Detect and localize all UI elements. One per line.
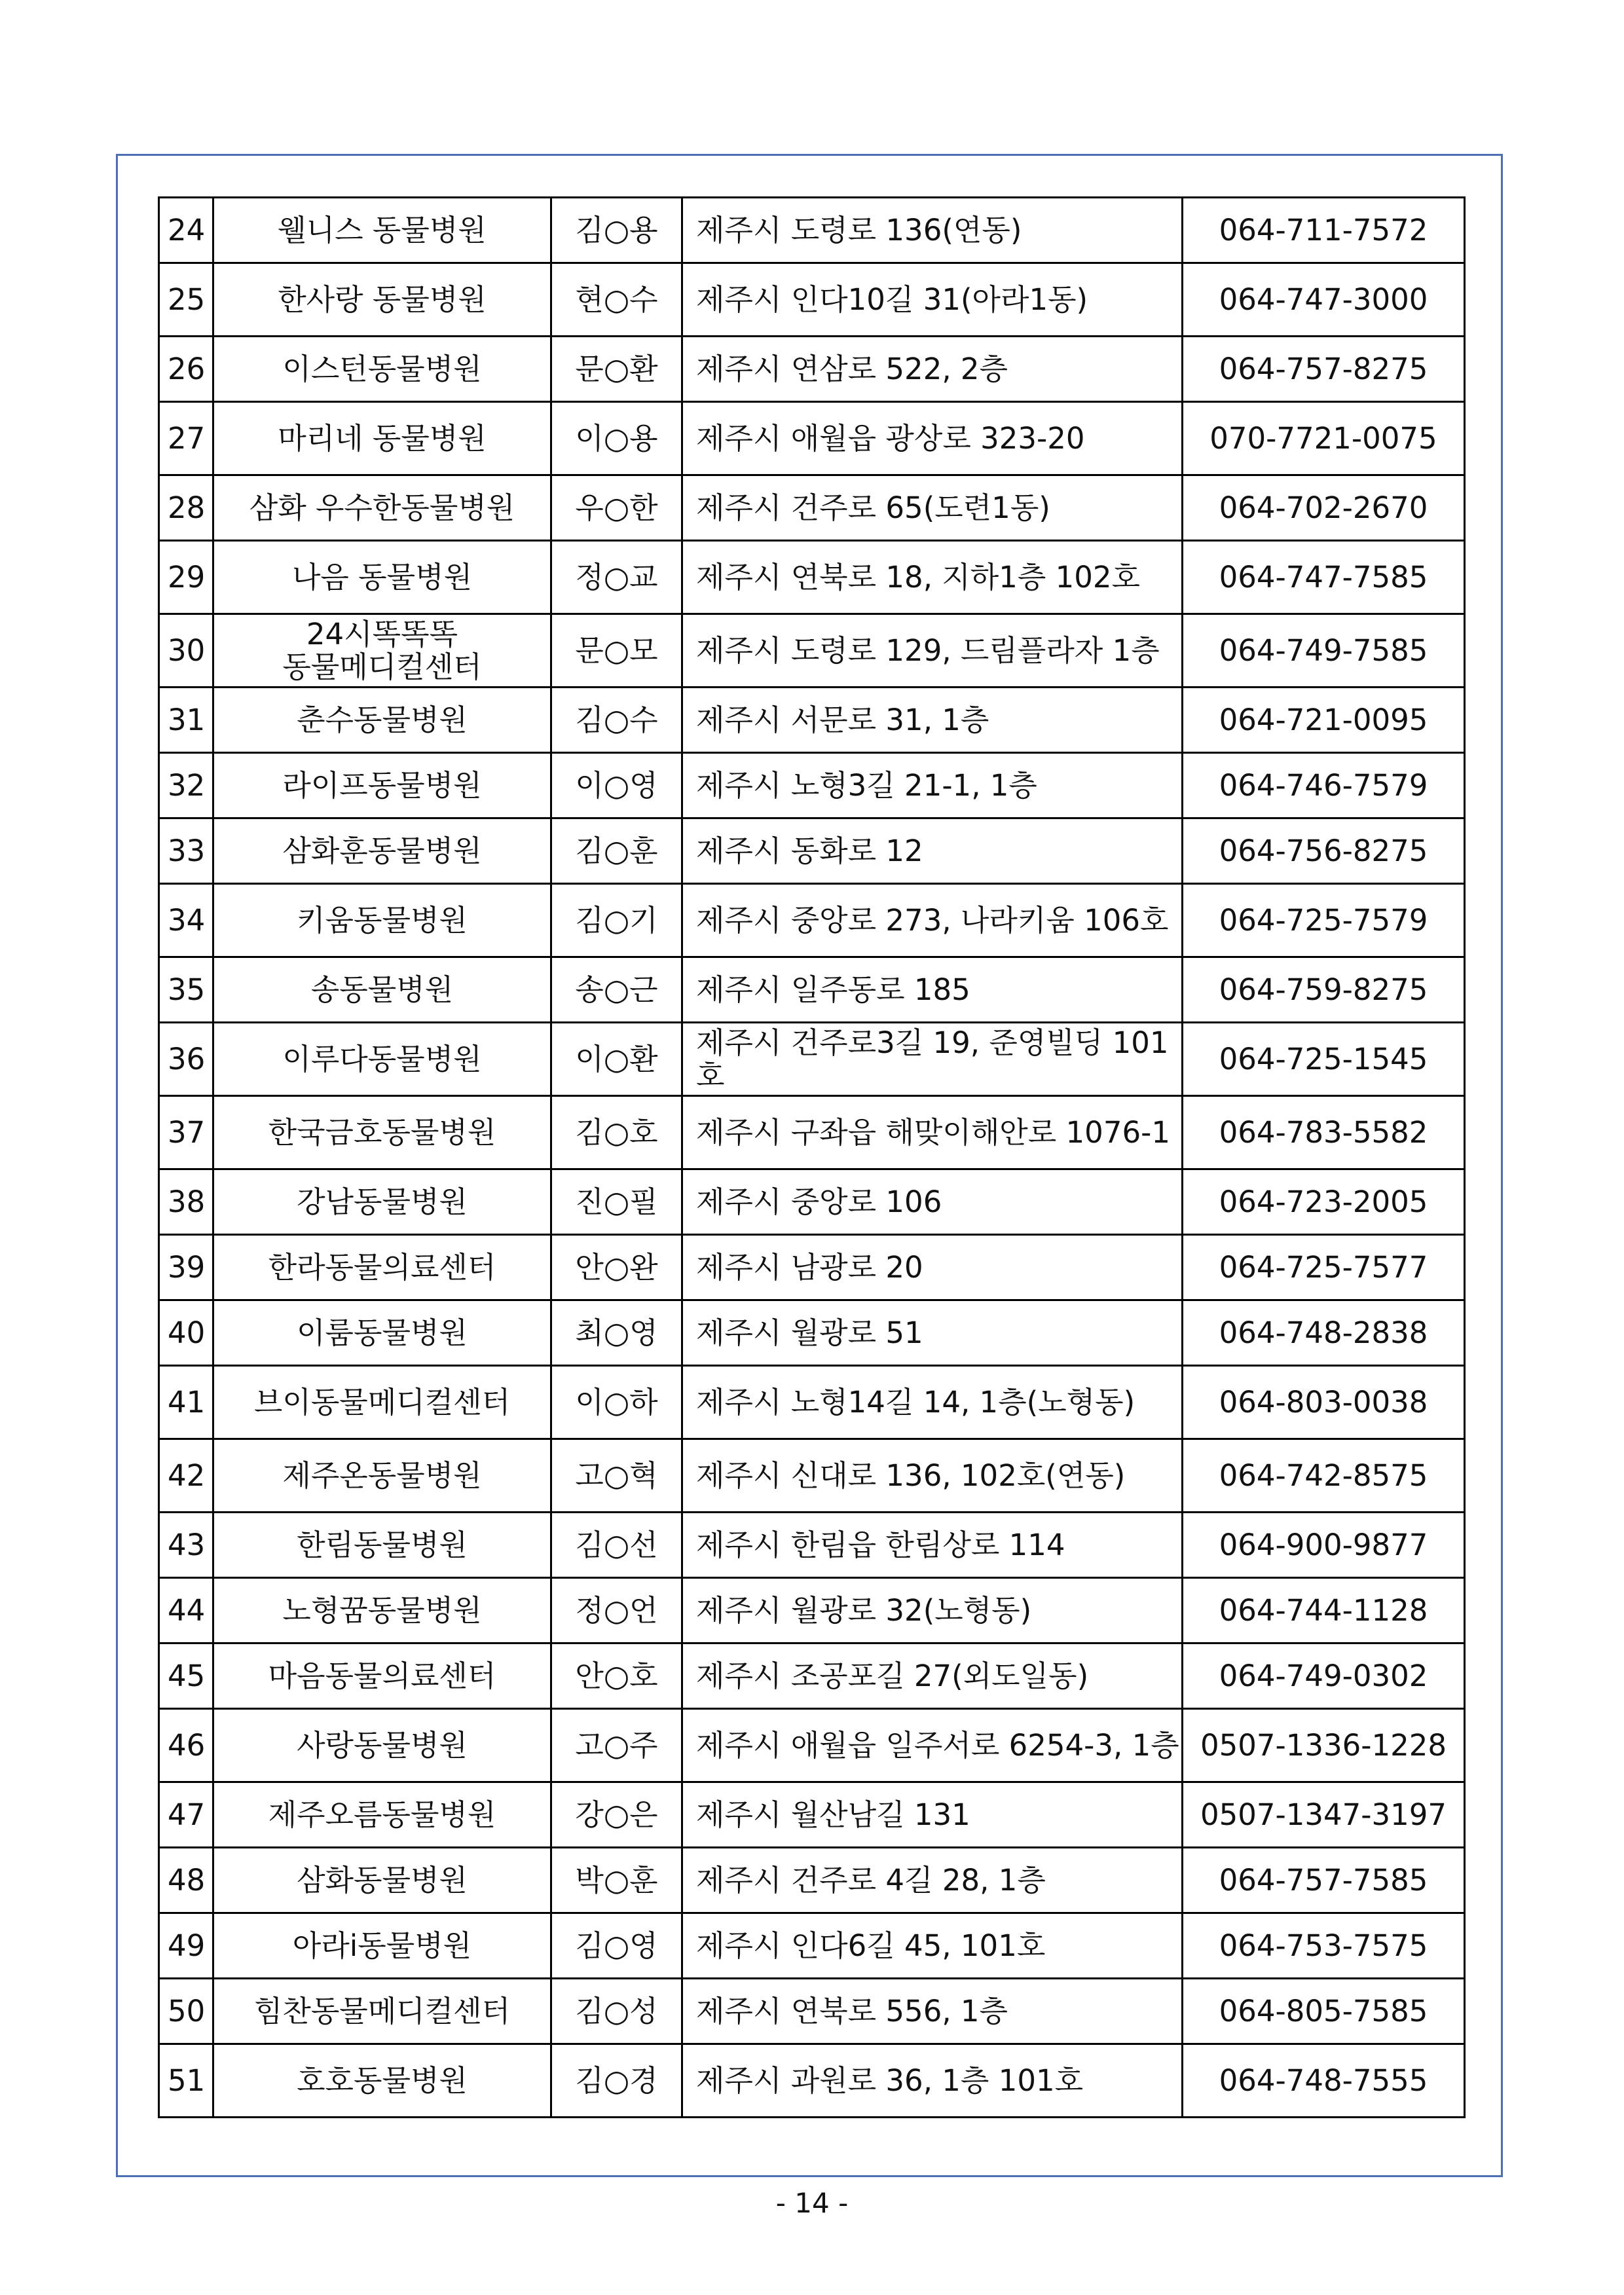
address: 제주시 노형14길 14, 1층(노형동) xyxy=(682,1366,1183,1439)
hospital-name xyxy=(213,688,551,753)
row-number: 24 xyxy=(159,198,213,263)
hospital-name xyxy=(213,818,551,884)
table-row xyxy=(159,337,1465,402)
address: 제주시 구좌읍 해맞이해안로 1076-1 xyxy=(682,1096,1183,1169)
address: 제주시 남광로 20 xyxy=(682,1235,1183,1300)
hospital-name-line: 한국금호동물병원 xyxy=(268,1114,496,1150)
hospital-name-line: 이스턴동물병원 xyxy=(282,351,482,386)
table-row xyxy=(159,1300,1465,1366)
row-number: 40 xyxy=(159,1300,213,1366)
address: 제주시 서문로 31, 1층 xyxy=(682,688,1183,753)
row-number: 44 xyxy=(159,1578,213,1643)
hospital-name xyxy=(213,1848,551,1913)
hospital-name-line: 춘수동물병원 xyxy=(297,702,468,737)
representative: 현○수 xyxy=(551,263,682,337)
representative: 최○영 xyxy=(551,1300,682,1366)
row-number: 33 xyxy=(159,818,213,884)
address: 제주시 노형3길 21-1, 1층 xyxy=(682,753,1183,818)
address: 제주시 연삼로 522, 2층 xyxy=(682,337,1183,402)
hospital-name-line: 노형꿈동물병원 xyxy=(282,1592,482,1628)
address: 제주시 건주로 4길 28, 1층 xyxy=(682,1848,1183,1913)
table-row xyxy=(159,957,1465,1023)
phone-number: 064-783-5582 xyxy=(1183,1096,1465,1169)
hospital-name xyxy=(213,541,551,614)
representative: 고○주 xyxy=(551,1709,682,1782)
representative: 이○영 xyxy=(551,753,682,818)
table-row xyxy=(159,1709,1465,1782)
representative: 고○혁 xyxy=(551,1439,682,1513)
hospital-name-line: 라이프동물병원 xyxy=(282,767,482,803)
table-row xyxy=(159,614,1465,688)
table-row xyxy=(159,402,1465,475)
row-number: 35 xyxy=(159,957,213,1023)
representative: 문○환 xyxy=(551,337,682,402)
hospital-name-line: 강남동물병원 xyxy=(297,1184,468,1219)
hospital-name xyxy=(213,1096,551,1169)
hospital-name-line: 24시똑똑똑 xyxy=(306,616,458,652)
address: 제주시 일주동로 185 xyxy=(682,957,1183,1023)
row-number: 46 xyxy=(159,1709,213,1782)
address: 제주시 애월읍 광상로 323-20 xyxy=(682,402,1183,475)
phone-number: 064-746-7579 xyxy=(1183,753,1465,818)
representative: 김○수 xyxy=(551,688,682,753)
row-number: 39 xyxy=(159,1235,213,1300)
representative: 김○훈 xyxy=(551,818,682,884)
hospital-name xyxy=(213,1023,551,1096)
representative: 김○호 xyxy=(551,1096,682,1169)
hospital-name-line: 제주온동물병원 xyxy=(282,1458,482,1493)
table-row xyxy=(159,1235,1465,1300)
address: 제주시 월산남길 131 xyxy=(682,1782,1183,1848)
hospital-name xyxy=(213,1300,551,1366)
row-number: 49 xyxy=(159,1913,213,1979)
hospital-name-line: 마음동물의료센터 xyxy=(268,1658,496,1693)
address: 제주시 건주로3길 19, 준영빌딩 101호 xyxy=(682,1023,1183,1096)
row-number: 27 xyxy=(159,402,213,475)
phone-number: 070-7721-0075 xyxy=(1183,402,1465,475)
hospital-name xyxy=(213,337,551,402)
phone-number: 064-721-0095 xyxy=(1183,688,1465,753)
hospital-name-line: 나음 동물병원 xyxy=(291,559,473,595)
representative: 진○필 xyxy=(551,1169,682,1235)
phone-number: 064-725-7579 xyxy=(1183,884,1465,957)
representative: 이○환 xyxy=(551,1023,682,1096)
hospital-name-line: 이룸동물병원 xyxy=(297,1315,468,1350)
hospital-name xyxy=(213,1643,551,1709)
hospital-name-line: 한사랑 동물병원 xyxy=(278,282,487,317)
row-number: 38 xyxy=(159,1169,213,1235)
representative: 이○하 xyxy=(551,1366,682,1439)
hospital-name xyxy=(213,1235,551,1300)
table-row xyxy=(159,1643,1465,1709)
phone-number: 064-725-7577 xyxy=(1183,1235,1465,1300)
hospital-name-line: 송동물병원 xyxy=(310,972,454,1007)
hospital-name xyxy=(213,753,551,818)
row-number: 48 xyxy=(159,1848,213,1913)
representative: 김○성 xyxy=(551,1979,682,2044)
representative: 이○용 xyxy=(551,402,682,475)
phone-number: 064-747-3000 xyxy=(1183,263,1465,337)
vet-hospital-table xyxy=(158,196,1466,2118)
hospital-name xyxy=(213,1169,551,1235)
hospital-name xyxy=(213,1979,551,2044)
phone-number: 064-900-9877 xyxy=(1183,1513,1465,1578)
hospital-name-line: 힘찬동물메디컬센터 xyxy=(253,1993,511,2029)
representative: 우○한 xyxy=(551,475,682,541)
phone-number: 064-748-7555 xyxy=(1183,2044,1465,2118)
hospital-name xyxy=(213,2044,551,2118)
phone-number: 064-748-2838 xyxy=(1183,1300,1465,1366)
table-row xyxy=(159,1913,1465,1979)
phone-number: 064-742-8575 xyxy=(1183,1439,1465,1513)
representative: 정○언 xyxy=(551,1578,682,1643)
address: 제주시 신대로 136, 102호(연동) xyxy=(682,1439,1183,1513)
row-number: 41 xyxy=(159,1366,213,1439)
row-number: 37 xyxy=(159,1096,213,1169)
phone-number: 064-747-7585 xyxy=(1183,541,1465,614)
hospital-name-line: 제주오름동물병원 xyxy=(268,1797,496,1832)
table-row xyxy=(159,1023,1465,1096)
phone-number: 064-723-2005 xyxy=(1183,1169,1465,1235)
address: 제주시 도령로 136(연동) xyxy=(682,198,1183,263)
phone-number: 064-757-8275 xyxy=(1183,337,1465,402)
representative: 강○은 xyxy=(551,1782,682,1848)
hospital-name xyxy=(213,1439,551,1513)
address: 제주시 인다10길 31(아라1동) xyxy=(682,263,1183,337)
table-row xyxy=(159,1169,1465,1235)
row-number: 51 xyxy=(159,2044,213,2118)
address: 제주시 인다6길 45, 101호 xyxy=(682,1913,1183,1979)
phone-number: 064-757-7585 xyxy=(1183,1848,1465,1913)
phone-number: 064-749-7585 xyxy=(1183,614,1465,688)
hospital-name-line: 이루다동물병원 xyxy=(282,1041,482,1076)
table-row xyxy=(159,1439,1465,1513)
address: 제주시 연북로 18, 지하1층 102호 xyxy=(682,541,1183,614)
address: 제주시 중앙로 273, 나라키움 106호 xyxy=(682,884,1183,957)
row-number: 30 xyxy=(159,614,213,688)
address: 제주시 월광로 51 xyxy=(682,1300,1183,1366)
hospital-name xyxy=(213,263,551,337)
representative: 문○모 xyxy=(551,614,682,688)
hospital-name-line: 한림동물병원 xyxy=(297,1527,468,1562)
phone-number: 064-756-8275 xyxy=(1183,818,1465,884)
hospital-name xyxy=(213,1913,551,1979)
table-row xyxy=(159,884,1465,957)
table-body xyxy=(159,198,1465,2118)
representative: 김○선 xyxy=(551,1513,682,1578)
hospital-name xyxy=(213,198,551,263)
table-row xyxy=(159,475,1465,541)
representative: 송○근 xyxy=(551,957,682,1023)
address: 제주시 중앙로 106 xyxy=(682,1169,1183,1235)
table-row xyxy=(159,263,1465,337)
table-row xyxy=(159,1848,1465,1913)
phone-number: 064-702-2670 xyxy=(1183,475,1465,541)
table-row xyxy=(159,1782,1465,1848)
row-number: 34 xyxy=(159,884,213,957)
representative: 안○완 xyxy=(551,1235,682,1300)
representative: 박○훈 xyxy=(551,1848,682,1913)
hospital-name xyxy=(213,884,551,957)
phone-number: 064-759-8275 xyxy=(1183,957,1465,1023)
representative: 김○기 xyxy=(551,884,682,957)
row-number: 32 xyxy=(159,753,213,818)
address: 제주시 과원로 36, 1층 101호 xyxy=(682,2044,1183,2118)
row-number: 50 xyxy=(159,1979,213,2044)
table-row xyxy=(159,1578,1465,1643)
phone-number: 064-725-1545 xyxy=(1183,1023,1465,1096)
table-row xyxy=(159,541,1465,614)
address: 제주시 건주로 65(도련1동) xyxy=(682,475,1183,541)
hospital-name-line: 마리네 동물병원 xyxy=(278,420,487,456)
phone-number: 064-744-1128 xyxy=(1183,1578,1465,1643)
row-number: 29 xyxy=(159,541,213,614)
address: 제주시 연북로 556, 1층 xyxy=(682,1979,1183,2044)
hospital-name xyxy=(213,1782,551,1848)
hospital-name-line: 브이동물메디컬센터 xyxy=(253,1384,511,1420)
address: 제주시 월광로 32(노형동) xyxy=(682,1578,1183,1643)
table-row xyxy=(159,1096,1465,1169)
table-row xyxy=(159,818,1465,884)
table-row xyxy=(159,688,1465,753)
hospital-name xyxy=(213,957,551,1023)
hospital-name-line: 삼화훈동물병원 xyxy=(282,833,482,868)
representative: 정○교 xyxy=(551,541,682,614)
row-number: 26 xyxy=(159,337,213,402)
phone-number: 064-753-7575 xyxy=(1183,1913,1465,1979)
hospital-name-line: 동물메디컬센터 xyxy=(282,649,482,684)
hospital-name-line: 한라동물의료센터 xyxy=(268,1249,496,1285)
hospital-name xyxy=(213,1366,551,1439)
table-row xyxy=(159,1513,1465,1578)
hospital-name-line: 사랑동물병원 xyxy=(297,1727,468,1763)
hospital-name-line: 삼화동물병원 xyxy=(297,1862,468,1898)
hospital-name-line: 키움동물병원 xyxy=(297,902,468,938)
hospital-name xyxy=(213,614,551,688)
representative: 안○호 xyxy=(551,1643,682,1709)
hospital-name-line: 호호동물병원 xyxy=(297,2063,468,2098)
table-row xyxy=(159,753,1465,818)
hospital-name xyxy=(213,402,551,475)
page-number: - 14 - xyxy=(775,2187,849,2219)
row-number: 36 xyxy=(159,1023,213,1096)
hospital-name xyxy=(213,475,551,541)
row-number: 43 xyxy=(159,1513,213,1578)
table-row xyxy=(159,1366,1465,1439)
hospital-name-line: 웰니스 동물병원 xyxy=(278,212,487,248)
row-number: 42 xyxy=(159,1439,213,1513)
address: 제주시 애월읍 일주서로 6254-3, 1층 xyxy=(682,1709,1183,1782)
representative: 김○용 xyxy=(551,198,682,263)
table-row xyxy=(159,198,1465,263)
representative: 김○경 xyxy=(551,2044,682,2118)
row-number: 31 xyxy=(159,688,213,753)
phone-number: 064-749-0302 xyxy=(1183,1643,1465,1709)
phone-number: 0507-1347-3197 xyxy=(1183,1782,1465,1848)
table-row xyxy=(159,1979,1465,2044)
row-number: 45 xyxy=(159,1643,213,1709)
phone-number: 064-805-7585 xyxy=(1183,1979,1465,2044)
hospital-name xyxy=(213,1578,551,1643)
hospital-name xyxy=(213,1513,551,1578)
row-number: 47 xyxy=(159,1782,213,1848)
address: 제주시 동화로 12 xyxy=(682,818,1183,884)
address: 제주시 한림읍 한림상로 114 xyxy=(682,1513,1183,1578)
row-number: 28 xyxy=(159,475,213,541)
hospital-name-line: 아라i동물병원 xyxy=(292,1928,472,1963)
representative: 김○영 xyxy=(551,1913,682,1979)
phone-number: 064-711-7572 xyxy=(1183,198,1465,263)
phone-number: 0507-1336-1228 xyxy=(1183,1709,1465,1782)
hospital-name xyxy=(213,1709,551,1782)
address: 제주시 도령로 129, 드림플라자 1층 xyxy=(682,614,1183,688)
table-row xyxy=(159,2044,1465,2118)
row-number: 25 xyxy=(159,263,213,337)
address: 제주시 조공포길 27(외도일동) xyxy=(682,1643,1183,1709)
hospital-name-line: 삼화 우수한동물병원 xyxy=(249,490,515,525)
phone-number: 064-803-0038 xyxy=(1183,1366,1465,1439)
